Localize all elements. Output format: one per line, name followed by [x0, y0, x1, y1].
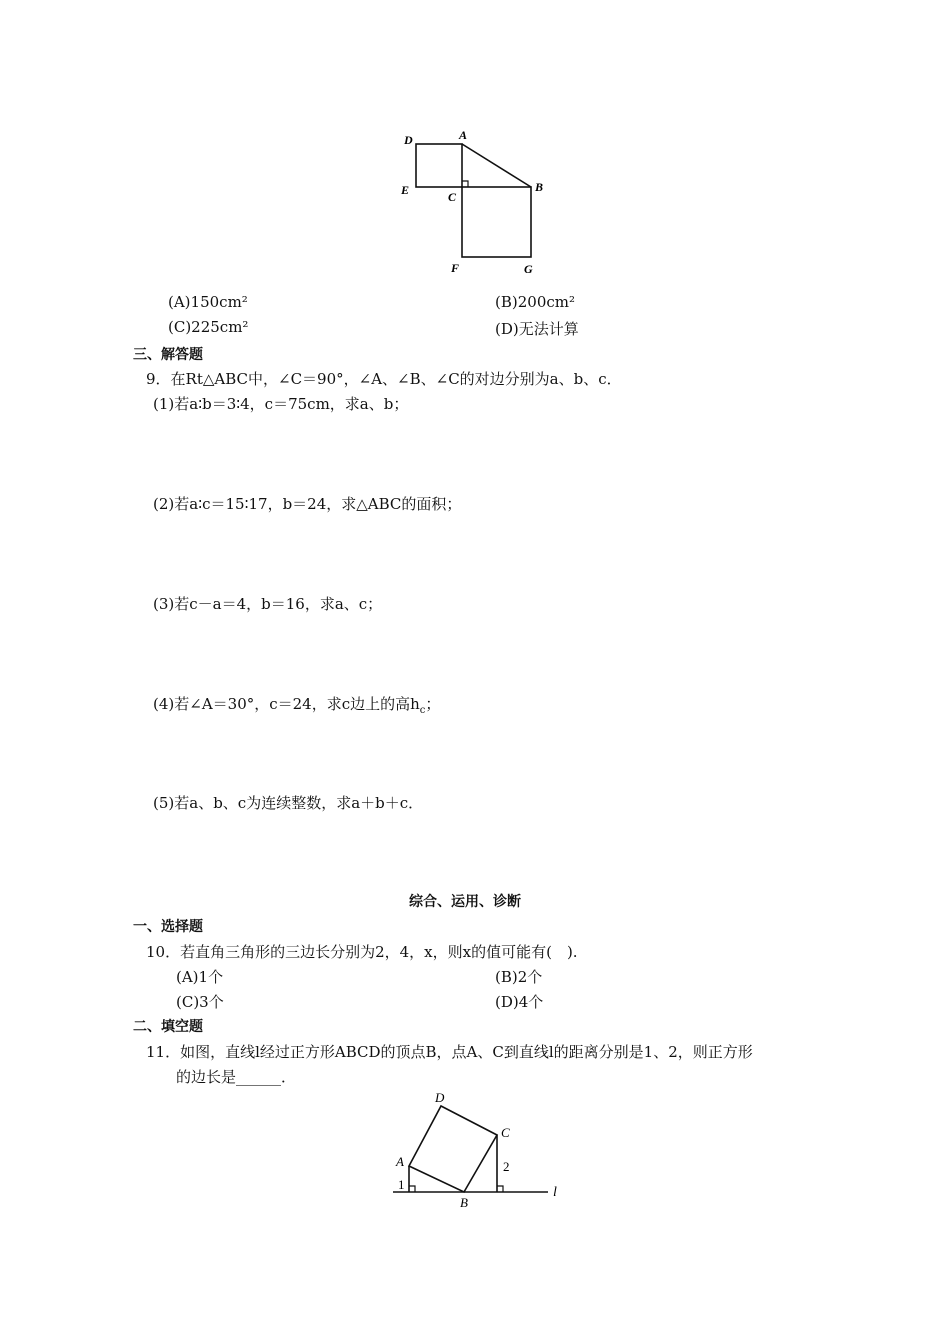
label-A: A: [459, 128, 468, 142]
q10-option-a: (A)1个: [176, 968, 224, 986]
section-1-title: 一、选择题: [133, 919, 203, 935]
label-2: 2: [503, 1159, 510, 1174]
figure-square-on-line: [385, 1085, 570, 1215]
q11-line-2: 的边长是______．: [176, 1068, 297, 1086]
q11-line-1: 11．如图，直线l经过正方形ABCD的顶点B，点A、C到直线l的距离分别是1、2，则正方形: [146, 1043, 753, 1061]
section-3-title: 三、解答题: [133, 347, 203, 363]
q8-option-c: (C)225cm²: [168, 318, 249, 336]
q9-part-1: (1)若a∶b＝3∶4，c＝75cm，求a、b；: [153, 395, 409, 413]
q9-part-4-text: (4)若∠A＝30°，c＝24，求c边上的高h: [153, 695, 420, 713]
label-1: 1: [398, 1177, 405, 1192]
q10-option-d: (D)4个: [495, 993, 544, 1011]
q9-part-2: (2)若a∶c＝15∶17，b＝24，求△ABC的面积；: [153, 495, 462, 513]
hypotenuse-AB: [462, 144, 531, 187]
q10-stem: 10．若直角三角形的三边长分别为2，4，x，则x的值可能有( ).: [146, 943, 578, 961]
label-C: C: [448, 190, 457, 204]
q10-option-c: (C)3个: [176, 993, 224, 1011]
label-G: G: [524, 262, 533, 276]
q8-option-a: (A)150cm²: [168, 293, 248, 311]
label-B: B: [535, 180, 544, 194]
q9-stem: 9．在Rt△ABC中，∠C＝90°，∠A、∠B、∠C的对边分别为a、b、c．: [146, 370, 622, 388]
label-B: B: [460, 1195, 468, 1210]
label-D: D: [404, 133, 413, 147]
label-C: C: [501, 1125, 510, 1140]
q9-part-5: (5)若a、b、c为连续整数，求a＋b＋c．: [153, 794, 424, 812]
right-angle-mark-C: [497, 1186, 503, 1192]
label-E: E: [401, 183, 410, 197]
q9-part-3: (3)若c－a＝4，b＝16，求a、c；: [153, 595, 383, 613]
right-angle-mark-A: [409, 1186, 415, 1192]
label-A: A: [396, 1154, 404, 1169]
q8-option-d: (D)无法计算: [495, 320, 579, 338]
label-l: l: [553, 1185, 557, 1200]
right-angle-mark: [462, 181, 468, 187]
q10-option-b: (B)2个: [495, 968, 543, 986]
section-2-title: 二、填空题: [133, 1019, 203, 1035]
figure-squares-triangle: [395, 125, 555, 285]
q9-part-4: [153, 693, 440, 716]
large-square-CBGF: [462, 187, 531, 257]
q9-part-4-subscript: c: [419, 705, 426, 716]
q9-part-4-end: ；: [425, 695, 441, 713]
label-F: F: [451, 261, 460, 275]
label-D: D: [435, 1090, 445, 1105]
square-ABCD: [409, 1106, 497, 1192]
q8-option-b: (B)200cm²: [495, 293, 575, 311]
small-square-DACE: [416, 144, 462, 187]
part-title: 综合、运用、诊断: [409, 894, 521, 910]
